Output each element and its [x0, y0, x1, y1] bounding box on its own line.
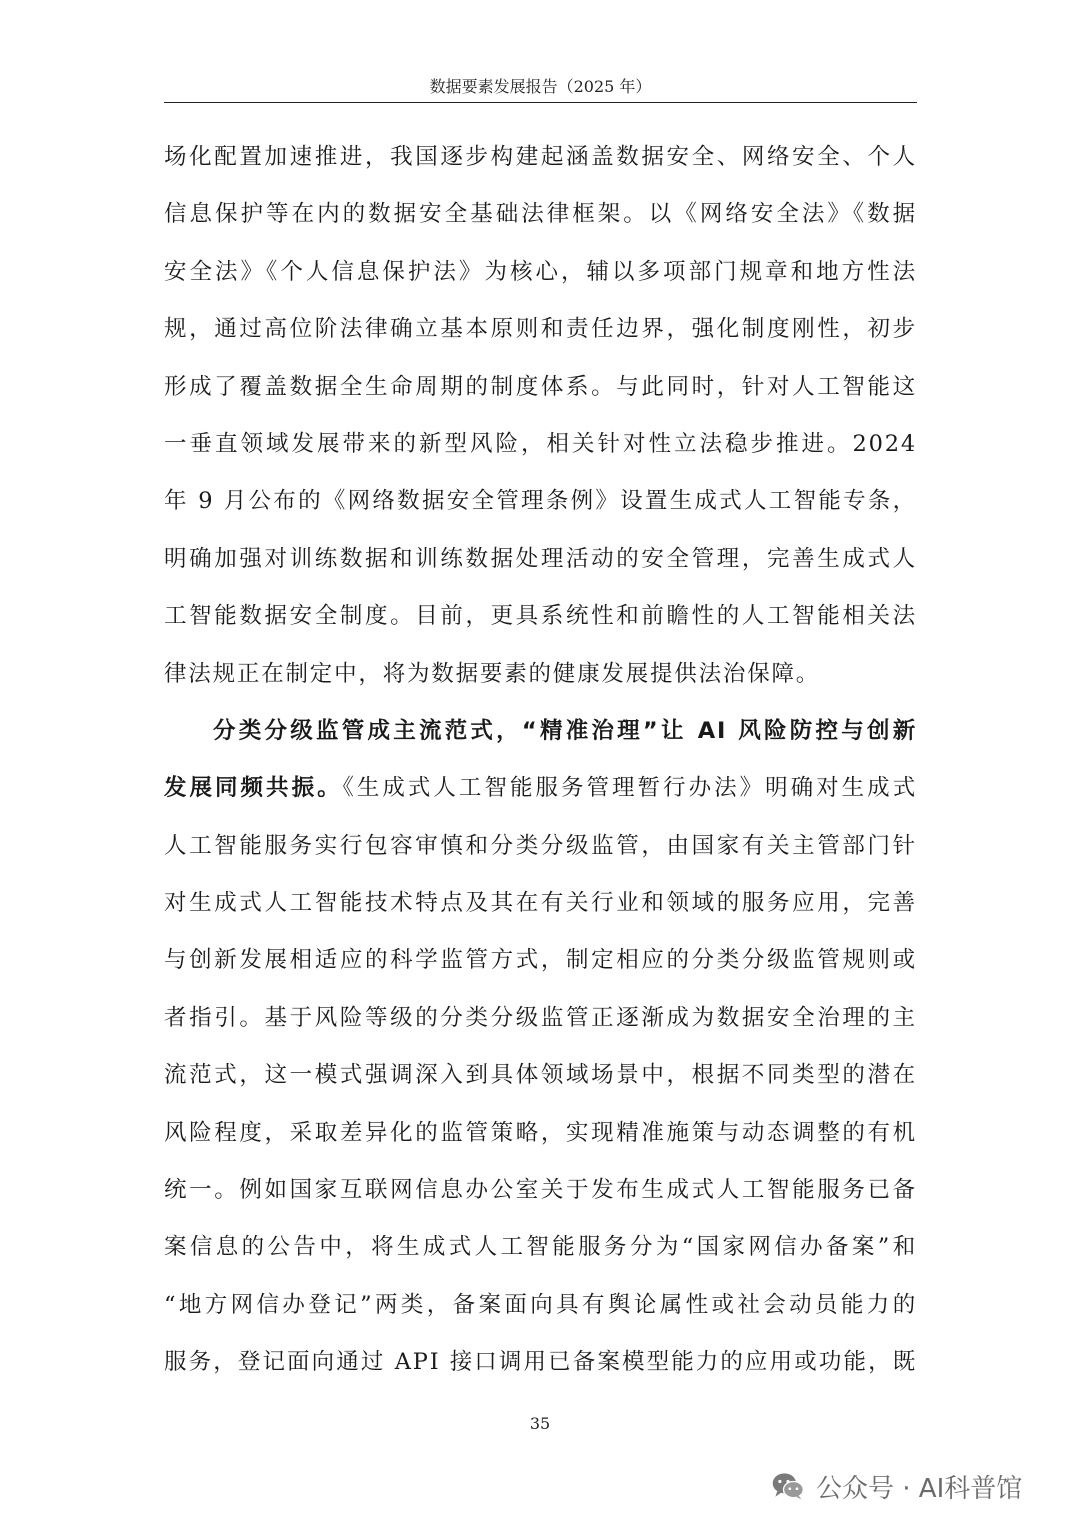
text-line: 工智能数据安全制度。目前，更具系统性和前瞻性的人工智能相关法: [164, 603, 917, 630]
text-line: 一垂直领域发展带来的新型风险，相关针对性立法稳步推进。2024: [164, 430, 917, 457]
text-line: “地方网信办登记”两类，备案面向具有舆论属性或社会动员能力的: [164, 1291, 917, 1318]
text-line: 场化配置加速推进，我国逐步构建起涵盖数据安全、网络安全、个人: [164, 144, 917, 170]
text-line: 规，通过高位阶法律确立基本原则和责任边界，强化制度刚性，初步: [164, 316, 917, 343]
watermark-text: 公众号 · AI科普馆: [816, 1473, 1023, 1504]
text-line: 年 9 月公布的《网络数据安全管理条例》设置生成式人工智能专条，: [164, 488, 917, 515]
text-line: 信息保护等在内的数据安全基础法律框架。以《网络安全法》《数据: [164, 201, 917, 228]
watermark: [770, 1464, 1022, 1508]
text-line: 形成了覆盖数据全生命周期的制度体系。与此同时，针对人工智能这: [164, 373, 917, 400]
report-title: 数据要素发展报告（2025 年）: [429, 77, 652, 96]
paragraph-classified-supervision: [164, 703, 917, 1392]
paragraph-heading: 分类分级监管成主流范式，“精准治理”让 AI 风险防控与创新: [213, 717, 917, 744]
text-line: 服务，登记面向通过 API 接口调用已备案模型能力的应用或功能，既: [164, 1349, 917, 1376]
text-line: 统一。例如国家互联网信息办公室关于发布生成式人工智能服务已备: [164, 1177, 917, 1204]
text-line: 安全法》《个人信息保护法》为核心，辅以多项部门规章和地方性法: [164, 258, 917, 285]
text-line: 人工智能服务实行包容审慎和分类分级监管，由国家有关主管部门针: [164, 832, 917, 859]
text-line: 风险程度，采取差异化的监管策略，实现精准施策与动态调整的有机: [164, 1119, 917, 1146]
page-number: 35: [529, 1414, 551, 1433]
text-line: 明确加强对训练数据和训练数据处理活动的安全管理，完善生成式人: [164, 545, 917, 572]
document-body: [164, 129, 917, 1392]
paragraph-heading-continued: 发展同频共振。: [164, 775, 343, 802]
text-line: 律法规正在制定中，将为数据要素的健康发展提供法治保障。: [164, 660, 821, 687]
text-line: [164, 760, 917, 817]
text-line: 流范式，这一模式强调深入到具体领域场景中，根据不同类型的潜在: [164, 1062, 917, 1089]
text-line: 对生成式人工智能技术特点及其在有关行业和领域的服务应用，完善: [164, 890, 917, 917]
text-line: 案信息的公告中，将生成式人工智能服务分为“国家网信办备案”和: [164, 1234, 917, 1261]
text-line: 与创新发展相适应的科学监管方式，制定相应的分类分级监管规则或: [164, 947, 917, 974]
text-span: 《生成式人工智能服务管理暂行办法》明确对生成式: [342, 775, 917, 802]
page-header: [164, 74, 917, 103]
paragraph-legal-framework: [164, 129, 917, 703]
wechat-icon: [770, 1468, 806, 1504]
text-line: 者指引。基于风险等级的分类分级监管正逐渐成为数据安全治理的主: [164, 1004, 917, 1031]
